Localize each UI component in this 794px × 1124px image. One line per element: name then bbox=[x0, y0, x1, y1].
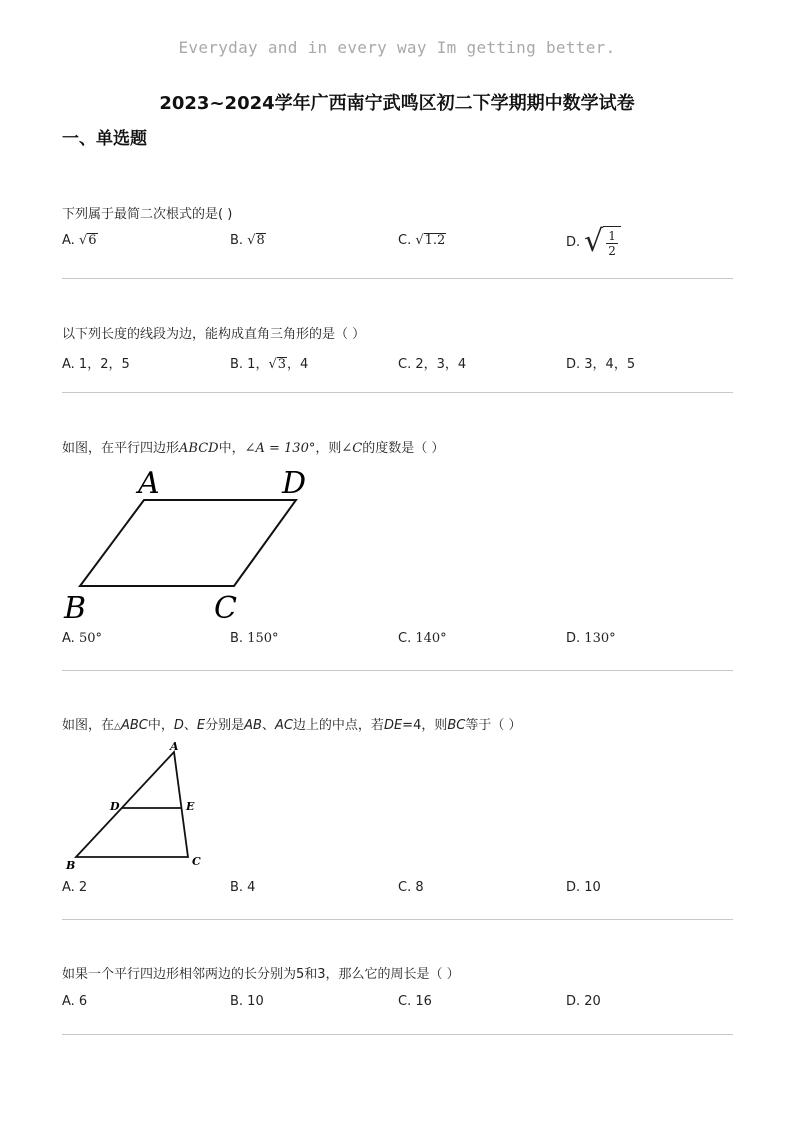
option-label: B. bbox=[230, 631, 244, 646]
divider bbox=[62, 278, 733, 279]
question-5-stem: 如果一个平行四边形相邻两边的长分别为5和3，那么它的周长是（ ） bbox=[62, 967, 460, 982]
option-label: D. bbox=[566, 631, 581, 646]
stem-text: ，则 bbox=[315, 441, 342, 456]
question-5-option-a[interactable]: A. 6 bbox=[62, 994, 88, 1009]
vertex-label-b: B bbox=[64, 591, 87, 625]
option-value: 140° bbox=[415, 631, 447, 646]
question-2-stem: 以下列长度的线段为边，能构成直角三角形的是（ ） bbox=[62, 327, 366, 342]
option-label: B. bbox=[230, 233, 244, 248]
question-3-option-a[interactable] bbox=[62, 631, 102, 646]
stem-text: 如图，在 bbox=[62, 718, 115, 733]
radicand: 1.2 bbox=[424, 233, 446, 248]
math-text: ∠C bbox=[341, 441, 363, 456]
stem-text: 、 bbox=[261, 718, 275, 733]
math-text: AC bbox=[274, 718, 293, 733]
option-text: ，4 bbox=[287, 357, 309, 372]
question-5-option-c[interactable]: C. 16 bbox=[398, 994, 432, 1009]
divider bbox=[62, 392, 733, 393]
option-value: 150° bbox=[247, 631, 279, 646]
question-1-option-a[interactable] bbox=[62, 233, 98, 248]
question-4-option-b[interactable]: B. 4 bbox=[230, 880, 256, 895]
stem-text: 如图，在平行四边形 bbox=[62, 441, 180, 456]
exam-title: 2023~2024学年广西南宁武鸣区初二下学期期中数学试卷 bbox=[159, 93, 635, 114]
option-text: B. 1， bbox=[230, 357, 269, 372]
question-4-stem bbox=[62, 714, 521, 733]
question-5-option-d[interactable]: D. 20 bbox=[566, 994, 601, 1009]
fraction bbox=[603, 226, 621, 258]
question-1-stem: 下列属于最简二次根式的是( ) bbox=[62, 207, 233, 222]
option-value: 130° bbox=[584, 631, 616, 646]
triangle-symbol: △ bbox=[114, 722, 121, 732]
vertex-label-c: C bbox=[214, 591, 237, 625]
stem-text: 等于（ ） bbox=[465, 718, 522, 733]
option-value: 50° bbox=[78, 631, 102, 646]
vertex-label-b: B bbox=[66, 859, 76, 872]
vertex-label-d: D bbox=[282, 466, 307, 501]
math-text: AB bbox=[244, 718, 262, 733]
section-heading: 一、单选题 bbox=[62, 129, 147, 149]
vertex-label-e: E bbox=[186, 800, 195, 813]
stem-text: 中， bbox=[218, 441, 245, 456]
question-1-option-b[interactable] bbox=[230, 233, 266, 248]
stem-text: =4，则 bbox=[402, 718, 448, 733]
numerator: 1 bbox=[608, 229, 616, 243]
question-3-option-b[interactable] bbox=[230, 631, 279, 646]
math-text: ∠A = 130° bbox=[244, 441, 316, 456]
option-label: A. bbox=[62, 233, 75, 248]
vertex-label-a: A bbox=[170, 740, 179, 753]
math-text: DE bbox=[383, 718, 403, 733]
sqrt-expression: √6 bbox=[78, 233, 97, 248]
question-4-option-a[interactable]: A. 2 bbox=[62, 880, 88, 895]
math-text: ABC bbox=[120, 718, 148, 733]
question-2-option-d[interactable]: D. 3，4，5 bbox=[566, 357, 636, 372]
radical-sign: √ bbox=[584, 224, 604, 259]
triangle-figure bbox=[60, 738, 220, 874]
parallelogram-shape bbox=[80, 500, 296, 586]
radicand: 3 bbox=[277, 357, 287, 372]
parallelogram-figure bbox=[60, 460, 330, 625]
divider bbox=[62, 919, 733, 920]
question-5-option-b[interactable]: B. 10 bbox=[230, 994, 264, 1009]
stem-text: 分别是 bbox=[205, 718, 245, 733]
math-text: BC bbox=[447, 718, 466, 733]
option-label: D. bbox=[566, 234, 581, 250]
math-text: E bbox=[196, 718, 206, 733]
sqrt-expression: √1.2 bbox=[415, 233, 446, 248]
question-2-option-b[interactable] bbox=[230, 353, 308, 372]
stem-text: 的度数是（ ） bbox=[362, 441, 445, 456]
stem-text: 边上的中点，若 bbox=[292, 718, 384, 733]
option-label: C. bbox=[398, 233, 412, 248]
question-3-stem bbox=[62, 437, 444, 456]
divider bbox=[62, 670, 733, 671]
question-3-option-c[interactable] bbox=[398, 631, 447, 646]
option-label: C. bbox=[398, 631, 412, 646]
radicand: 6 bbox=[88, 233, 97, 248]
divider bbox=[62, 1034, 733, 1035]
question-2-option-a[interactable]: A. 1，2，5 bbox=[62, 357, 130, 372]
denominator: 2 bbox=[608, 244, 616, 258]
question-1-option-d[interactable] bbox=[566, 226, 621, 258]
radicand: 8 bbox=[256, 233, 265, 248]
option-label: A. bbox=[62, 631, 75, 646]
vertex-label-a: A bbox=[138, 466, 160, 501]
question-4-option-d[interactable]: D. 10 bbox=[566, 880, 601, 895]
stem-text: 中， bbox=[147, 718, 174, 733]
question-1-option-c[interactable] bbox=[398, 233, 446, 248]
sqrt-expression: √8 bbox=[247, 233, 265, 248]
triangle-shape bbox=[76, 752, 188, 857]
question-4-option-c[interactable]: C. 8 bbox=[398, 880, 424, 895]
sqrt-fraction bbox=[584, 226, 621, 258]
math-text: ABCD bbox=[179, 441, 219, 456]
question-3-option-d[interactable] bbox=[566, 631, 616, 646]
math-text: D bbox=[173, 718, 184, 733]
vertex-label-c: C bbox=[192, 855, 201, 868]
question-2-option-c[interactable]: C. 2，3，4 bbox=[398, 357, 467, 372]
sqrt-expression: √3 bbox=[268, 357, 287, 372]
vertex-label-d: D bbox=[110, 800, 120, 813]
stem-text: 、 bbox=[183, 718, 197, 733]
header-motto: Everyday and in every way Im getting better. bbox=[178, 38, 616, 57]
